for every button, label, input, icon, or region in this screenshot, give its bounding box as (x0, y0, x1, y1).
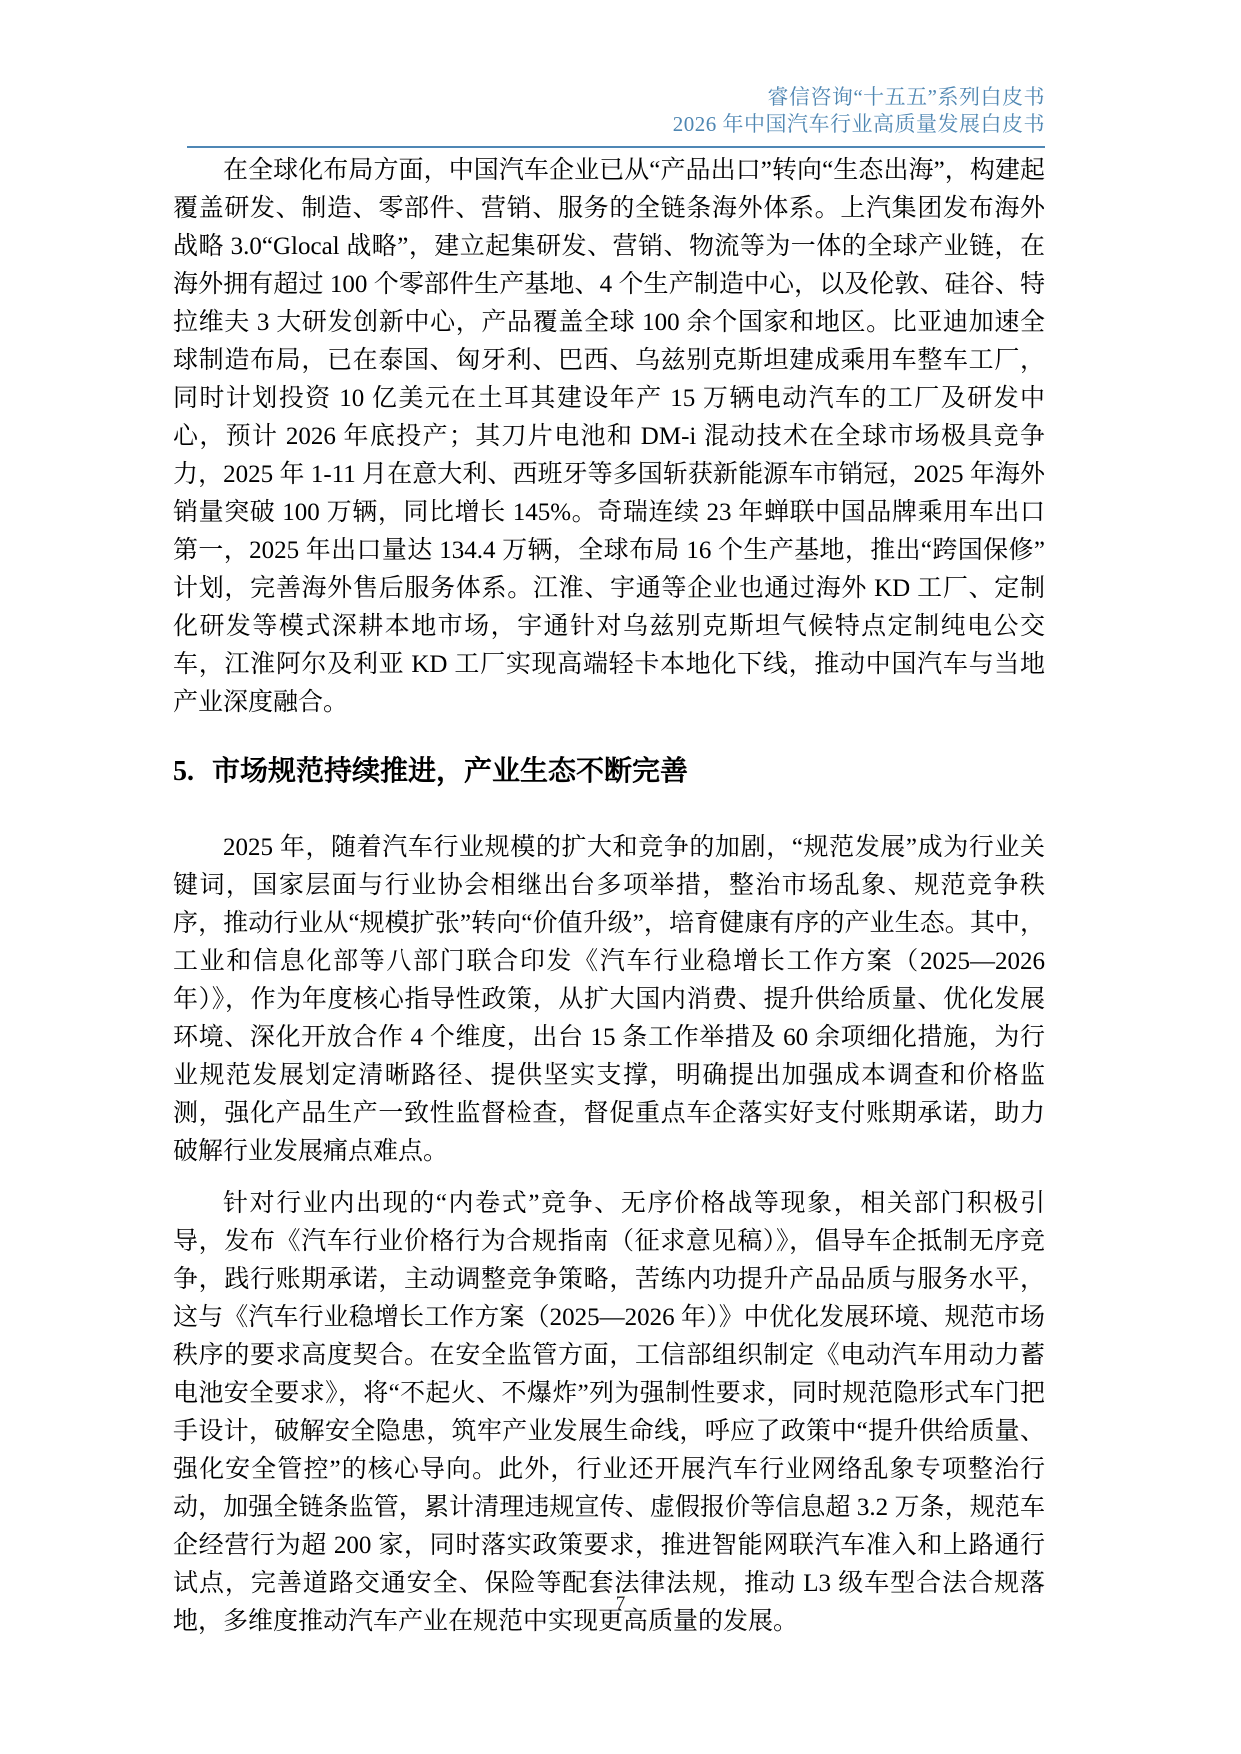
page-header (173, 0, 1045, 138)
section-number: 5. (173, 756, 194, 787)
section-paragraph: 针对行业内出现的“内卷式”竞争、无序价格战等现象，相关部门积极引导，发布《汽车行业价格行为合规指南（征求意见稿）》，倡导车企抵制无序竞争，践行账期承诺，主动调整竞争策略，苦练内功提升产品品质与服务水平，这与《汽车行业稳增长工作方案（2025—2026 年）》中优化发展环境、规范市场秩序的要求高度契合。在安全监管方面，工信部组织制定《电动汽车用动力蓄电池安全要求》，将“不起火、不爆炸”列为强制性要求，同时规范隐形式车门把手设计，破解安全隐患，筑牢产业发展生命线，呼应了政策中“提升供给质量、强化安全管控”的核心导向。此外，行业还开展汽车行业网络乱象专项整治行动，加强全链条监管，累计清理违规宣传、虚假报价等信息超 3.2 万条，规范车企经营行为超 200 家，同时落实政策要求，推进智能网联汽车准入和上路通行试点，完善道路交通安全、保险等配套法律法规，推动 L3 级车型合法合规落地，多维度推动汽车产业在规范中实现更高质量的发展。 (173, 1190, 1045, 1635)
page-content (173, 0, 1045, 1655)
header-report-title: 2026 年中国汽车行业高质量发展白皮书 (672, 112, 1045, 136)
page-footer (0, 1593, 1241, 1615)
page-number: 7 (615, 1593, 626, 1614)
section-heading (173, 754, 1045, 789)
header-divider (187, 146, 1045, 148)
header-series-title: 睿信咨询“十五五”系列白皮书 (767, 85, 1045, 109)
section-paragraph: 2025 年，随着汽车行业规模的扩大和竞争的加剧，“规范发展”成为行业关键词，国家层面与行业协会相继出台多项举措，整治市场乱象、规范竞争秩序，推动行业从“规模扩张”转向“价值升级”，培育健康有序的产业生态。其中，工业和信息化部等八部门联合印发《汽车行业稳增长工作方案（2025—2026 年）》，作为年度核心指导性政策，从扩大国内消费、提升供给质量、优化发展环境、深化开放合作 4 个维度，出台 15 条工作举措及 60 余项细化措施，为行业规范发展划定清晰路径、提供坚实支撑，明确提出加强成本调查和价格监测，强化产品生产一致性监督检查，督促重点车企落实好支付账期承诺，助力破解行业发展痛点难点。 (173, 834, 1045, 1165)
intro-paragraph: 在全球化布局方面，中国汽车企业已从“产品出口”转向“生态出海”，构建起覆盖研发、制造、零部件、营销、服务的全链条海外体系。上汽集团发布海外战略 3.0“Glocal 战略”，建立起集研发、营销、物流等为一体的全球产业链，在海外拥有超过 100 个零部件生产基地、4 个生产制造中心，以及伦敦、硅谷、特拉维夫 3 大研发创新中心，产品覆盖全球 100 余个国家和地区。比亚迪加速全球制造布局，已在泰国、匈牙利、巴西、乌兹别克斯坦建成乘用车整车工厂，同时计划投资 10 亿美元在土耳其建设年产 15 万辆电动汽车的工厂及研发中心，预计 2026 年底投产；其刀片电池和 DM-i 混动技术在全球市场极具竞争力，2025 年 1-11 月在意大利、西班牙等多国斩获新能源车市销冠，2025 年海外销量突破 100 万辆，同比增长 145%。奇瑞连续 23 年蝉联中国品牌乘用车出口第一，2025 年出口量达 134.4 万辆，全球布局 16 个生产基地，推出“跨国保修”计划，完善海外售后服务体系。江淮、宇通等企业也通过海外 KD 工厂、定制化研发等模式深耕本地市场，宇通针对乌兹别克斯坦气候特点定制纯电公交车，江淮阿尔及利亚 KD 工厂实现高端轻卡本地化下线，推动中国汽车与当地产业深度融合。 (173, 157, 1045, 716)
document-body (173, 152, 1045, 1641)
section-title: 市场规范持续推进，产业生态不断完善 (212, 755, 689, 786)
